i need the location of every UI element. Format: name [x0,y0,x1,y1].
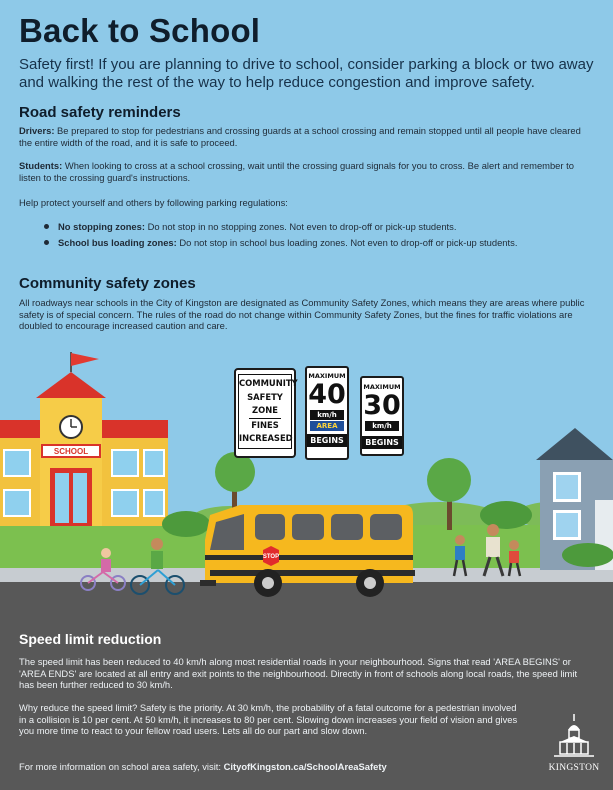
csz-line: SAFETY [247,391,283,402]
intro-text: Safety first! If you are planning to drive to school, consider parking a block or two away and walking the rest of the way to help reduce congestion and improve safety. [19,56,594,91]
speed-paragraph-1: The speed limit has been reduced to 40 km/h along most residential roads in your neighbourhood. Signs that read 'AREA BEGINS' or 'AREA ENDS' are located at all entry and exit points to the neighbourhood. Directly in front of schools along local roads, the speed limit has been further reduced to 30 km/h. [19,656,578,690]
drivers-paragraph [19,125,594,148]
page-title: Back to School [19,12,261,49]
students-paragraph [19,160,594,183]
sign30-number: 30 [363,390,401,421]
students-text: When looking to cross at a school crossing, wait until the crossing guard signals for you to cross. Be alert and remember to listen to the crossing guard's instructions. [19,160,574,183]
sign30-unit: km/h [365,421,399,431]
street-illustration [0,350,613,625]
parking-bullets [44,221,564,252]
road-safety-heading: Road safety reminders [19,104,181,121]
bullet-text: Do not stop in school bus loading zones. Not even to drop-off or pick-up students. [176,236,518,248]
sign40-number: 40 [308,379,346,410]
city-hall-icon [548,712,600,758]
csz-sign-face [238,374,298,449]
speed-paragraph-2: Why reduce the speed limit? Safety is the priority. At 30 km/h, the probability of a fatal outcome for a pedestrian involved in a collision is 10 per cent. At 50 km/h, it increases to 80 per cent. Slowing down increases your field of vision and gives you more time to react to your fellow road users. Lets all do our part and slow down. [19,702,518,736]
sign40-area: AREA [310,421,344,431]
website-link[interactable]: CityofKingston.ca/SchoolAreaSafety [223,761,387,772]
kingston-logo [548,712,600,772]
bush-left [162,511,210,537]
sign30-begins: BEGINS [362,436,402,449]
bullet-label: School bus loading zones: [58,236,177,248]
speed-sign-30 [360,376,404,456]
speed-sign-40 [305,366,349,460]
students-label: Students: [19,160,63,171]
bullet-text: Do not stop in no stopping zones. Not even to drop-off or pick-up students. [144,221,457,232]
sign40-unit: km/h [310,410,344,420]
sign30-maximum: MAXIMUM [363,383,401,391]
stop-label: STOP [262,554,280,560]
school-label: SCHOOL [53,447,89,456]
speed-heading: Speed limit reduction [19,631,162,647]
parking-intro: Help protect yourself and others by following parking regulations: [19,197,288,208]
community-text: All roadways near schools in the City of Kingston are designated as Community Safety Zones, which means they are areas where public safety is of special concern. The rules of the road do not change within Community Safety Zones, but the fines for traffic violations are doubled to encourage increased caution and care. [19,297,585,331]
csz-line: FINES [251,419,279,430]
sign40-maximum: MAXIMUM [308,372,346,380]
more-info [19,761,539,773]
csz-line: INCREASED [239,433,293,443]
csz-line: ZONE [249,404,281,419]
drivers-label: Drivers: [19,125,55,136]
sign40-begins: BEGINS [307,434,347,447]
csz-line: COMMUNITY [239,378,298,388]
school-building [0,352,168,526]
bullet-bus-loading [44,237,564,249]
more-info-text: For more information on school area safety, visit: [19,761,224,772]
bullet-no-stopping [44,221,564,233]
drivers-text: Be prepared to stop for pedestrians and crossing guards at a school crossing and remain stopped until all people have cleared the entire width of the road, and it is safe to proceed. [19,125,581,148]
speed-limit-section [0,620,613,790]
bullet-label: No stopping zones: [58,221,145,232]
community-safety-zone-sign [234,368,296,458]
community-heading: Community safety zones [19,275,196,292]
logo-wordmark: KINGSTON [548,763,600,773]
